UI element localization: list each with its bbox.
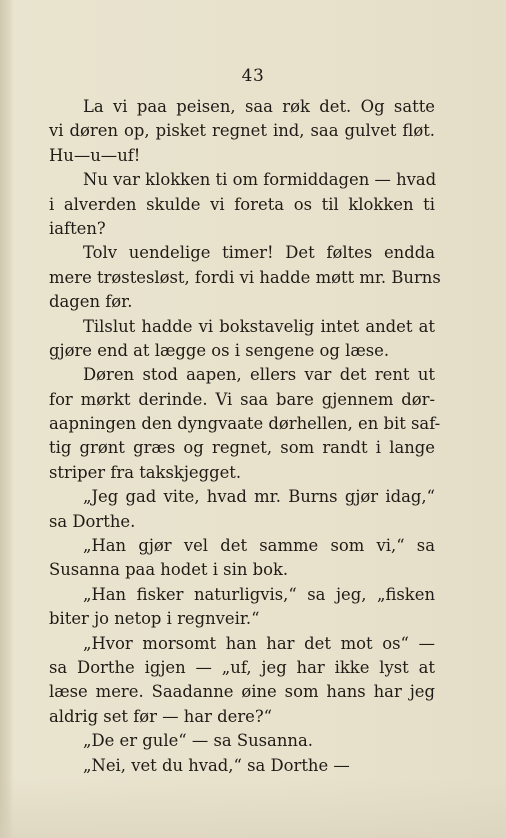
text-line: gjøre end at lægge os i sengene og læse. xyxy=(49,340,390,360)
text-line: tig grønt græs og regnet, som randt i lange xyxy=(49,438,435,458)
text-line: Døren stod aapen, ellers var det rent ut xyxy=(83,365,435,385)
page-bottom-shade xyxy=(0,778,506,838)
text-line: mere trøstesløst, fordi vi hadde møtt mr. Burns xyxy=(49,267,441,287)
text-line: „Nei, vet du hvad,“ sa Dorthe — xyxy=(83,755,350,775)
text-line: „Jeg gad vite, hvad mr. Burns gjør idag,“ xyxy=(83,487,435,507)
text-line: læse mere. Saadanne øine som hans har jeg xyxy=(49,682,435,702)
text-line: biter jo netop i regnveir.“ xyxy=(49,609,260,629)
text-line: aldrig set før — har dere?“ xyxy=(49,706,273,726)
text-line: Tolv uendelige timer! Det føltes endda xyxy=(83,243,435,263)
text-line: „Han fisker naturligvis,“ sa jeg, „fisken xyxy=(83,584,435,604)
text-line: dagen før. xyxy=(49,292,133,312)
page-number: 43 xyxy=(241,66,265,86)
text-line: „De er gule“ — sa Susanna. xyxy=(83,731,313,751)
text-line: vi døren op, pisket regnet ind, saa gulvet fløt. xyxy=(49,121,435,141)
text-line: Susanna paa hodet i sin bok. xyxy=(49,560,289,580)
text-line: Hu—u—uf! xyxy=(49,145,141,165)
text-line: „Han gjør vel det samme som vi,“ sa xyxy=(83,536,435,556)
page-binding-shadow xyxy=(0,0,14,838)
body-text xyxy=(49,95,441,778)
text-line: Nu var klokken ti om formiddagen — hvad xyxy=(83,170,437,190)
text-line: sa Dorthe igjen — „uf, jeg har ikke lyst at xyxy=(49,657,435,677)
text-line: „Hvor morsomt han har det mot os“ — xyxy=(83,633,435,653)
text-line: La vi paa peisen, saa røk det. Og satte xyxy=(83,97,435,116)
text-line: aapningen den dyngvaate dørhellen, en bit saf- xyxy=(49,414,441,434)
text-line: sa Dorthe. xyxy=(49,511,136,531)
text-line: i alverden skulde vi foreta os til klokken ti xyxy=(49,194,435,214)
text-line: for mørkt derinde. Vi saa bare gjennem dør- xyxy=(49,389,435,409)
text-line: striper fra takskjegget. xyxy=(49,462,242,482)
text-line: Tilslut hadde vi bokstavelig intet andet at xyxy=(83,316,435,336)
text-line: iaften? xyxy=(49,218,106,238)
